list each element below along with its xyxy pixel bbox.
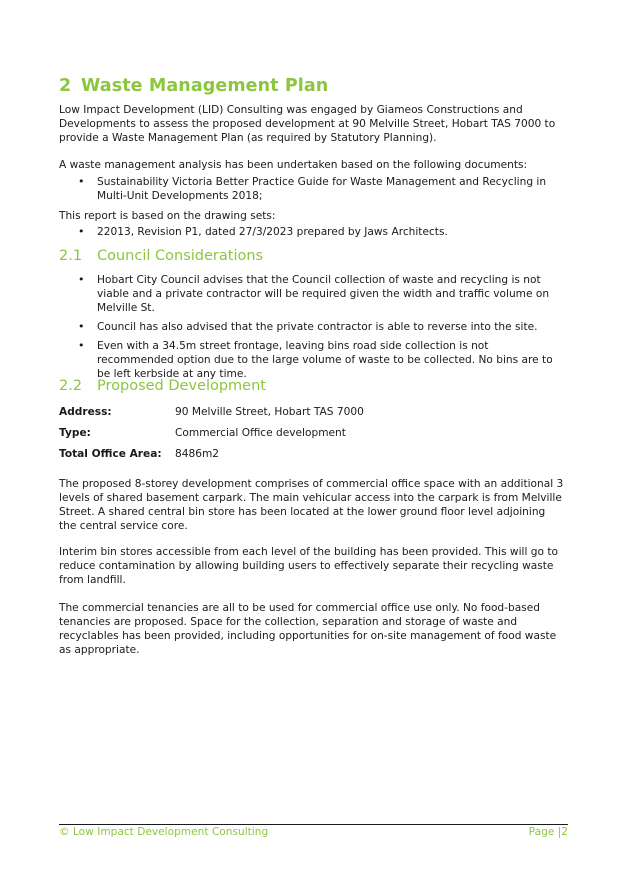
- footer-divider: [59, 824, 568, 825]
- detail-label: Total Office Area:: [59, 448, 162, 460]
- detail-value: 90 Melville Street, Hobart TAS 7000: [175, 406, 364, 418]
- list-item: • 22013, Revision P1, dated 27/3/2023 prepared by Jaws Architects.: [59, 225, 564, 239]
- list-item: • Sustainability Victoria Better Practice Guide for Waste Management and Recycling in Multi-Unit Developments 2018;: [59, 175, 564, 203]
- development-paragraph: The proposed 8-storey development comprises of commercial office space with an additional 3 levels of shared basement carpark. The main vehicular access into the carpark is from Melville Street. A shared central bin store has been located at the lower ground floor level adjoining the central service core.: [59, 478, 564, 532]
- council-number: 2.1: [59, 248, 83, 264]
- list-item: • Hobart City Council advises that the Council collection of waste and recycling is not viable and a private contractor will be required given the width and traffic volume on Melville St.: [59, 273, 564, 315]
- document-list: [59, 175, 564, 203]
- council-title: Council Considerations: [97, 248, 264, 264]
- analysis-intro: A waste management analysis has been undertaken based on the following documents:: [59, 159, 528, 171]
- drawing-intro: This report is based on the drawing sets:: [59, 210, 276, 222]
- development-title: Proposed Development: [97, 378, 266, 394]
- drawing-list: [59, 225, 564, 239]
- section-heading: [59, 76, 328, 96]
- council-heading: [59, 248, 263, 264]
- intro-paragraph: Low Impact Development (LID) Consulting was engaged by Giameos Constructions and Developments to assess the proposed development at 90 Melville Street, Hobart TAS 7000 to provide a Waste Management Plan (as required by Statutory Planning).: [59, 104, 556, 144]
- drawing-block: [59, 209, 564, 239]
- council-list: [59, 273, 564, 381]
- section-number: 2: [59, 76, 72, 96]
- analysis-block: [59, 158, 564, 203]
- council-block: [59, 273, 564, 381]
- development-paragraph: Interim bin stores accessible from each level of the building has been provided. This will go to reduce contamination by allowing building users to effectively separate their recycling waste from landfill.: [59, 546, 559, 586]
- detail-value: 8486m2: [175, 448, 220, 460]
- detail-label: Type:: [59, 427, 91, 439]
- footer-copyright: © Low Impact Development Consulting: [59, 826, 269, 838]
- detail-label: Address:: [59, 406, 112, 418]
- list-item: • Council has also advised that the private contractor is able to reverse into the site.: [59, 320, 564, 334]
- footer-page-number: Page |2: [528, 826, 568, 838]
- detail-value: Commercial Office development: [175, 427, 346, 439]
- development-number: 2.2: [59, 378, 83, 394]
- section-title: Waste Management Plan: [81, 76, 329, 96]
- list-item: • Even with a 34.5m street frontage, leaving bins road side collection is not recommended option due to the large volume of waste to be collected. No bins are to be left kerbside at any time.: [59, 339, 564, 381]
- development-paragraph: The commercial tenancies are all to be used for commercial office use only. No food-based tenancies are proposed. Space for the collection, separation and storage of waste and recyclables has been provided, including opportunities for on-site management of food waste as appropriate.: [59, 602, 557, 656]
- development-heading: [59, 378, 266, 394]
